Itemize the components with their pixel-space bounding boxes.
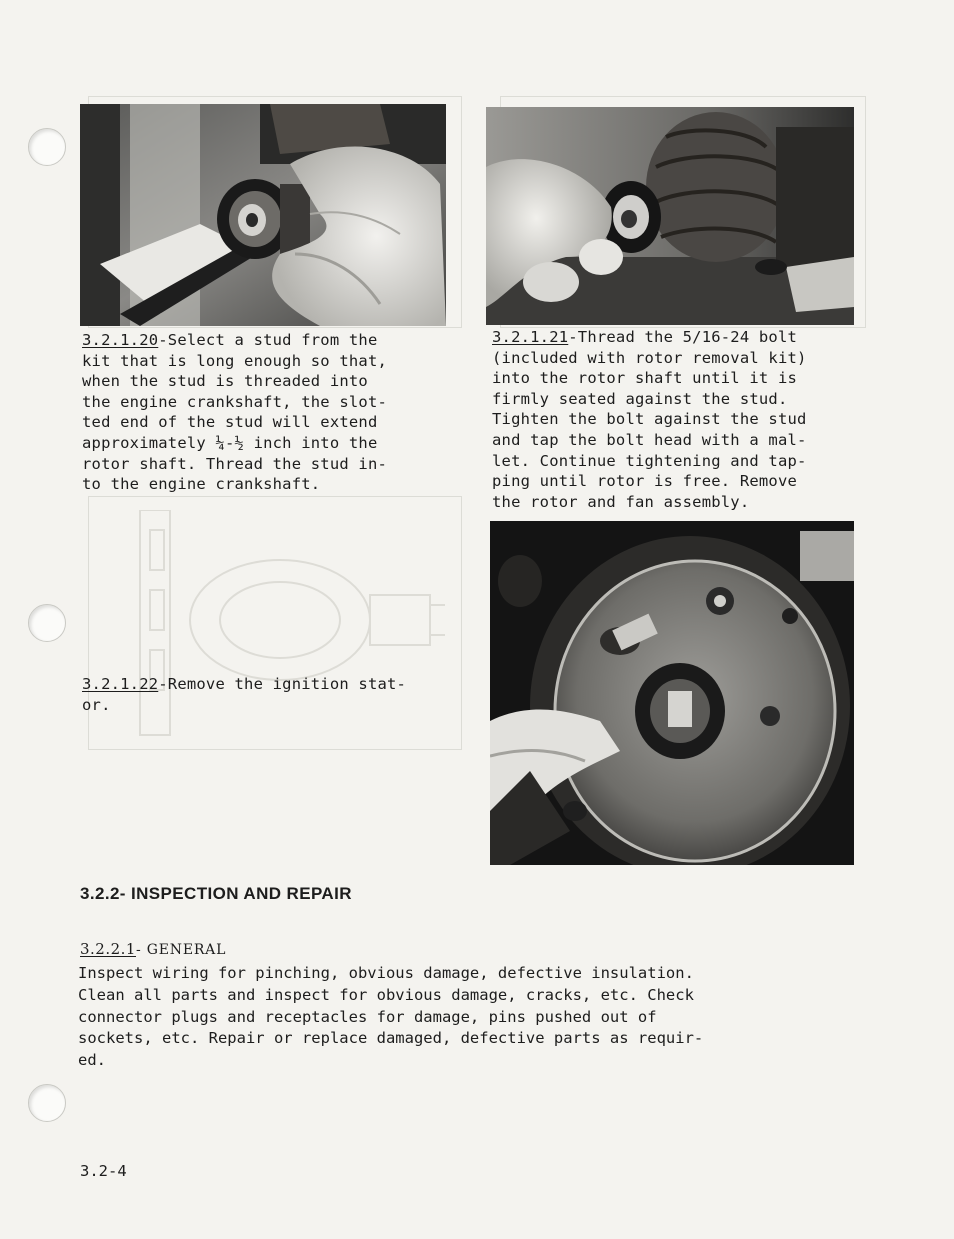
caption-line: -Thread the 5/16-24 bolt xyxy=(568,328,798,346)
caption-line: kit that is long enough so that, xyxy=(82,351,388,370)
caption-line: to the engine crankshaft. xyxy=(82,475,321,494)
caption-line: when the stud is threaded into xyxy=(82,372,368,391)
body-line: Inspect wiring for pinching, obvious damage, defective insulation. xyxy=(78,964,694,982)
binder-hole-bottom xyxy=(28,1084,66,1122)
binder-hole-middle xyxy=(28,604,66,642)
section-body xyxy=(78,963,838,1072)
subsection-number: 3.2.2.1 xyxy=(80,940,136,958)
caption-line: firmly seated against the stud. xyxy=(492,389,788,408)
caption-line: let. Continue tightening and tap- xyxy=(492,451,807,470)
body-line: Clean all parts and inspect for obvious damage, cracks, etc. Check xyxy=(78,985,694,1004)
caption-line: or. xyxy=(82,695,111,714)
body-line: ed. xyxy=(78,1051,106,1070)
caption-number: 3.2.1.22 xyxy=(82,675,159,693)
photo-stud-installation xyxy=(80,104,446,326)
caption-line: ping until rotor is free. Remove xyxy=(492,472,798,491)
caption-line: Tighten the bolt against the stud xyxy=(492,410,807,429)
section-heading: 3.2.2- INSPECTION AND REPAIR xyxy=(80,884,352,903)
binder-hole-top xyxy=(28,128,66,166)
caption-3-2-1-20 xyxy=(82,330,387,495)
caption-line: the rotor and fan assembly. xyxy=(492,492,750,511)
photo-bolt-tightening xyxy=(486,107,854,325)
caption-line: -Select a stud from the xyxy=(158,331,378,349)
body-line: connector plugs and receptacles for damage, pins pushed out of xyxy=(78,1007,657,1026)
caption-number: 3.2.1.20 xyxy=(82,331,159,349)
caption-number: 3.2.1.21 xyxy=(492,328,569,346)
caption-line: into the rotor shaft until it is xyxy=(492,369,798,388)
photo-ignition-stator xyxy=(490,521,854,865)
subsection-heading xyxy=(80,940,226,958)
caption-line: rotor shaft. Thread the stud in- xyxy=(82,454,388,473)
caption-3-2-1-22 xyxy=(82,674,406,715)
subsection-title: - GENERAL xyxy=(135,942,227,958)
caption-3-2-1-21 xyxy=(492,327,807,512)
caption-line: approximately ¼-½ inch into the xyxy=(82,433,378,452)
caption-line: and tap the bolt head with a mal- xyxy=(492,430,807,449)
caption-line: the engine crankshaft, the slot- xyxy=(82,392,388,411)
body-line: sockets, etc. Repair or replace damaged, defective parts as requir- xyxy=(78,1029,704,1048)
caption-line: ted end of the stud will extend xyxy=(82,413,378,432)
page-number: 3.2-4 xyxy=(80,1162,127,1180)
caption-line: -Remove the ignition stat- xyxy=(158,675,407,693)
caption-line: (included with rotor removal kit) xyxy=(492,348,807,367)
